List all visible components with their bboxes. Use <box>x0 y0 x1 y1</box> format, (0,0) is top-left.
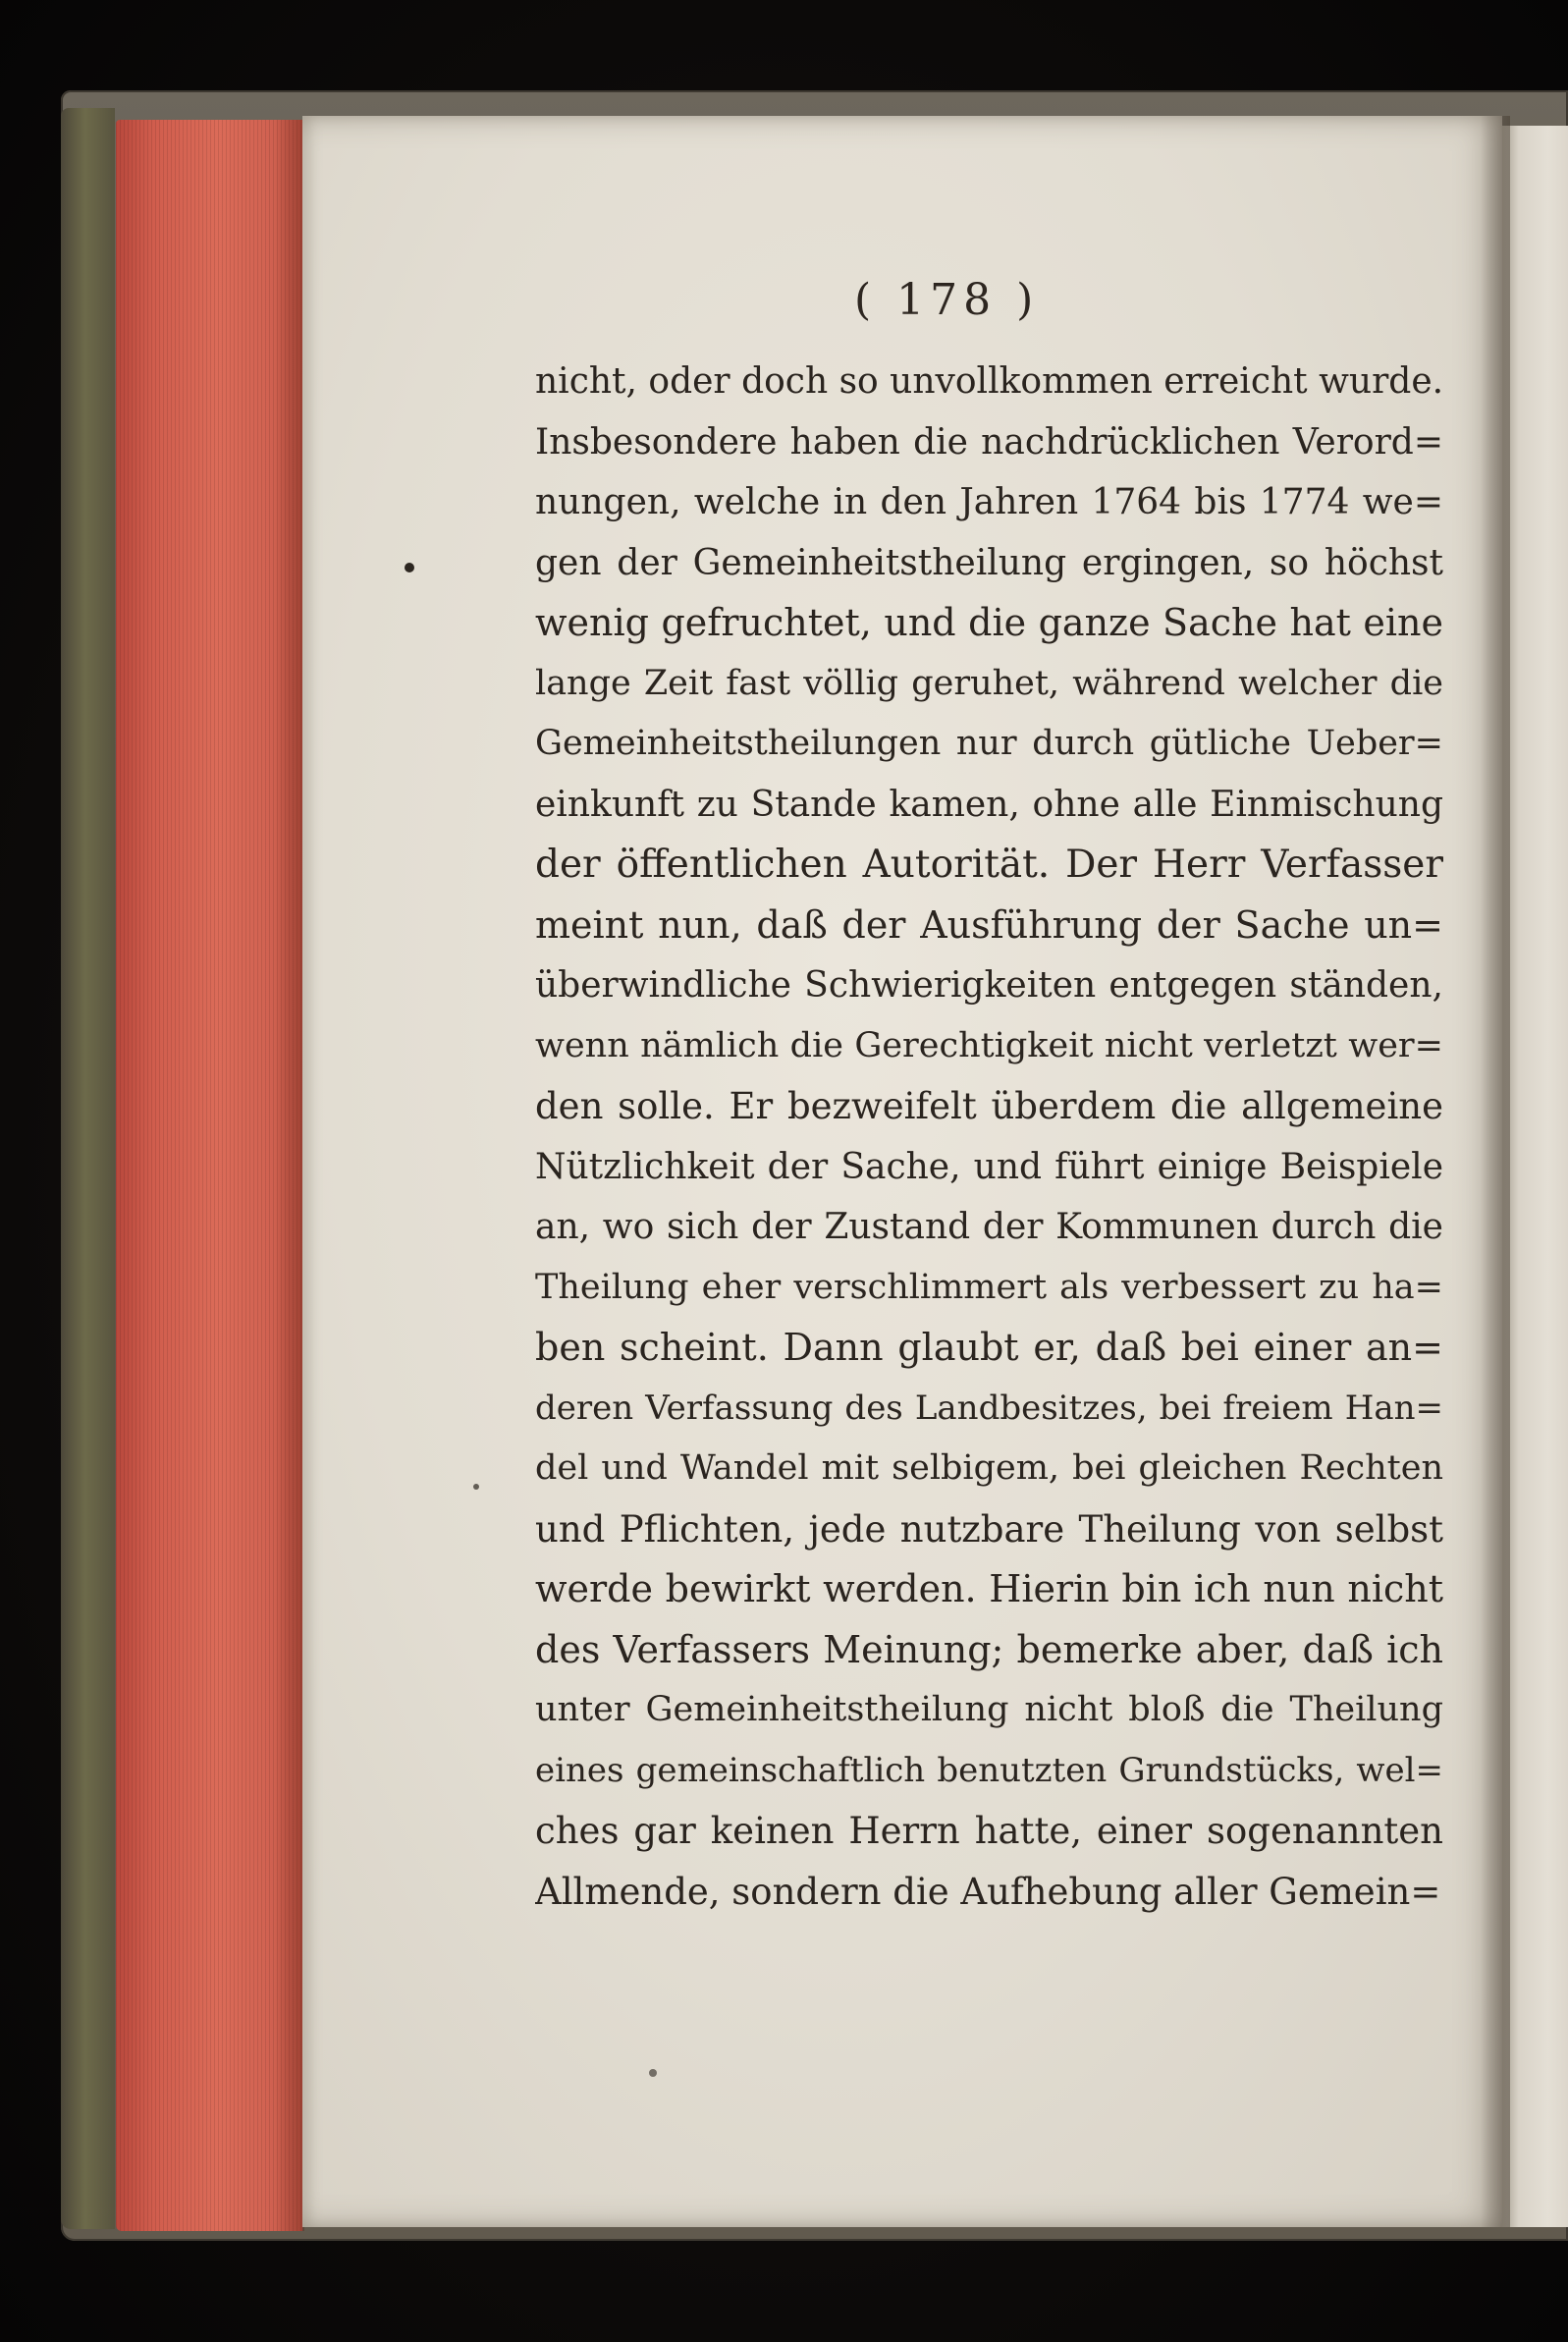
ink-speck <box>473 1484 479 1490</box>
text-line: wenn nämlich die Gerechtigkeit nicht verletzt wer= <box>535 1025 1443 1065</box>
text-line: Allmende, sondern die Aufhebung aller Gemein= <box>535 1870 1441 1913</box>
page-gutter-shadow <box>1481 116 1510 2227</box>
cover-cloth-edge <box>61 108 115 2229</box>
text-line: unter Gemeinheitstheilung nicht bloß die Theilung <box>535 1690 1443 1729</box>
ink-speck <box>649 2069 657 2077</box>
text-line: nicht, oder doch so unvollkommen erreicht wurde. <box>535 361 1443 402</box>
text-line: Theilung eher verschlimmert als verbessert zu ha= <box>535 1267 1443 1307</box>
text-line: wenig gefruchtet, und die ganze Sache hat eine <box>535 601 1443 644</box>
text-line: eines gemeinschaftlich benutzten Grundstücks, wel= <box>535 1750 1443 1790</box>
text-line: überwindliche Schwierigkeiten entgegen ständen, <box>535 965 1443 1006</box>
text-line: deren Verfassung des Landbesitzes, bei freiem Han= <box>535 1388 1443 1428</box>
text-line: nungen, welche in den Jahren 1764 bis 1774 we= <box>535 482 1443 522</box>
text-line: des Verfassers Meinung; bemerke aber, daß ich <box>535 1627 1443 1671</box>
text-line: Insbesondere haben die nachdrücklichen Verord= <box>535 421 1443 463</box>
text-line: der öffentlichen Autorität. Der Herr Verfasser <box>535 843 1443 887</box>
text-line: ben scheint. Dann glaubt er, daß bei einer an= <box>535 1326 1443 1369</box>
text-line: ches gar keinen Herrn hatte, einer sogenannten <box>535 1810 1443 1852</box>
facing-page-edge <box>1502 126 1568 2227</box>
page-number: ( 178 ) <box>854 275 1040 325</box>
text-line: und Pflichten, jede nutzbare Theilung von selbst <box>535 1507 1443 1551</box>
page-text <box>535 352 1443 1922</box>
ink-speck <box>405 563 414 572</box>
text-line: del und Wandel mit selbigem, bei gleichen Rechten <box>535 1448 1443 1488</box>
text-line: den solle. Er bezweifelt überdem die allgemeine <box>535 1085 1443 1127</box>
page-edges-shadow <box>275 120 304 2231</box>
text-line: meint nun, daß der Ausführung der Sache un= <box>535 902 1443 947</box>
text-line: Gemeinheitstheilungen nur durch gütliche Ueber= <box>535 724 1443 763</box>
text-line: gen der Gemeinheitstheilung ergingen, so höchst <box>535 542 1443 583</box>
text-line: lange Zeit fast völlig geruhet, während welcher die <box>535 663 1443 703</box>
text-line: Nützlichkeit der Sache, und führt einige Beispiele <box>535 1146 1443 1187</box>
text-line: werde bewirkt werden. Hierin bin ich nun nicht <box>535 1567 1443 1610</box>
text-line: an, wo sich der Zustand der Kommunen durch die <box>535 1207 1443 1247</box>
text-line: einkunft zu Stande kamen, ohne alle Einmischung <box>535 784 1443 825</box>
